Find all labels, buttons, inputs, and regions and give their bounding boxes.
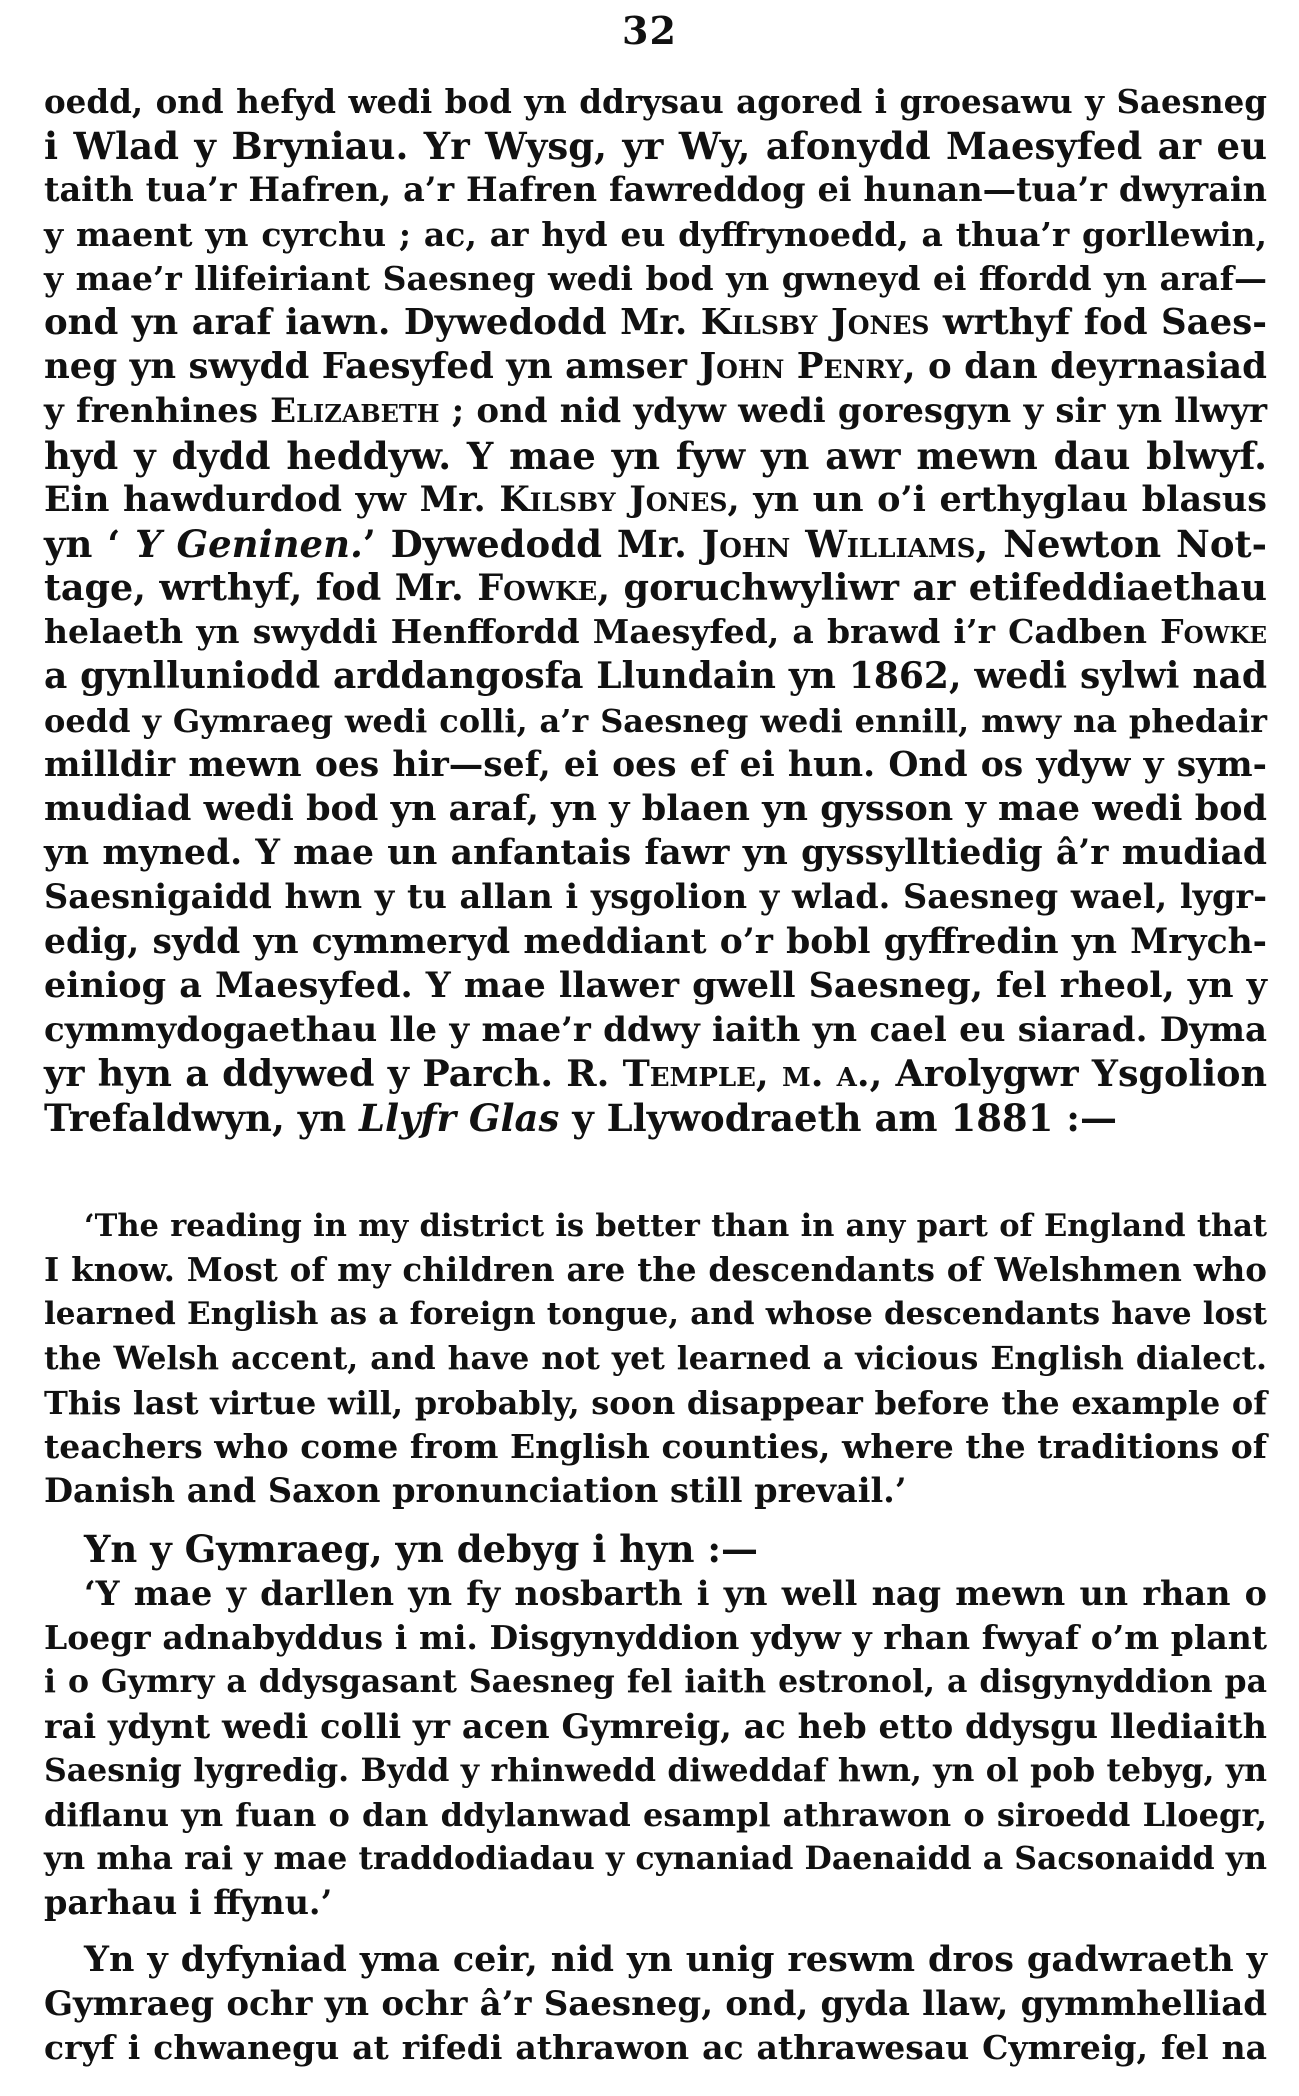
text-line: milldir mewn oes hir—sef, ei oes ef ei hun. Ond os ydyw y sym-	[44, 744, 1267, 785]
name-john-williams: John Williams	[701, 521, 976, 566]
text-line: Yn y Gymraeg, yn debyg i hyn :—	[84, 1527, 759, 1571]
text-line: i Wlad y Bryniau. Yr Wysg, yr Wy, afonydd Maesyfed ar eu	[44, 124, 1267, 169]
quote-line: rai ydynt wedi colli yr acen Gymreig, ac heb etto ddysgu llediaith	[44, 1706, 1267, 1746]
text-line: Yn y dyfyniad yma ceir, nid yn unig reswm dros gadwraeth y	[84, 1939, 1267, 1980]
quote-line: Saesnig lygredig. Bydd y rhinwedd diweddaf hwn, yn ol pob tebyg, yn	[44, 1751, 1267, 1789]
name-fowke: Fowke	[1160, 612, 1267, 652]
text-line: hyd y dydd heddyw. Y mae yn fyw yn awr mewn dau blwyf.	[44, 433, 1267, 478]
name-kilsby-jones: Kilsby Jones	[700, 301, 930, 343]
quotation-english	[44, 1204, 1267, 1513]
text-line: Trefaldwyn, yn Llyfr Glas y Llywodraeth am 1881 :—	[44, 1096, 1117, 1141]
quote-line: diflanu yn fuan o dan ddylanwad esampl athrawon o siroedd Lloegr,	[44, 1795, 1267, 1834]
quote-line: the Welsh accent, and have not yet learned a vicious English dialect.	[44, 1339, 1267, 1377]
quote-line: This last virtue will, probably, soon disappear before the example of	[44, 1383, 1267, 1422]
paragraph-main	[44, 80, 1267, 1141]
text-line: yn ‘ Y Geninen.’ Dywedodd Mr. John Williams, Newton Not-	[44, 521, 1267, 566]
text-line: helaeth yn swyddi Henffordd Maesyfed, a brawd i’r Cadben Fowke	[44, 612, 1267, 652]
quote-line: parhau i ffynu.’	[44, 1883, 333, 1923]
text-line: yn myned. Y mae un anfantais fawr yn gyssylltiedig â’r mudiad	[44, 833, 1267, 874]
page-number: 32	[622, 8, 677, 53]
quote-line: I know. Most of my children are the descendants of Welshmen who	[44, 1250, 1267, 1290]
title-llyfr-glas: Llyfr Glas	[359, 1096, 560, 1141]
quote-line: teachers who come from English counties, where the traditions of	[44, 1426, 1267, 1466]
text-line: cymmydogaethau lle y mae’r ddwy iaith yn cael eu siarad. Dyma	[44, 1009, 1267, 1050]
name-kilsby-jones: Kilsby Jones	[499, 478, 728, 520]
text-line: yr hyn a ddywed y Parch. R. Temple, m. a., Arolygwr Ysgolion	[44, 1052, 1267, 1096]
quote-line: yn mha rai y mae traddodiadau y cynaniad Daenaidd a Sacsonaidd yn	[44, 1840, 1267, 1878]
quote-line: learned English as a foreign tongue, and whose descendants have lost	[44, 1296, 1267, 1333]
text-line: neg yn swydd Faesyfed yn amser John Penry, o dan deyrnasiad	[44, 346, 1267, 388]
text-line: y maent yn cyrchu ; ac, ar hyd eu dyffrynoedd, a thua’r gorllewin,	[44, 214, 1267, 254]
quotation-welsh	[44, 1572, 1267, 1926]
text-line: y frenhines Elizabeth ; ond nid ydyw wedi goresgyn y sir yn llwyr	[44, 391, 1267, 432]
quote-line: ‘The reading in my district is better than in any part of England that	[84, 1208, 1267, 1244]
text-line: y mae’r llifeiriant Saesneg wedi bod yn gwneyd ei ffordd yn araf—	[44, 258, 1267, 298]
title-y-geninen: Y Geninen.	[135, 521, 363, 566]
text-line: Saesnigaidd hwn y tu allan i ysgolion y wlad. Saesneg wael, lygr-	[44, 877, 1267, 917]
paragraph-final	[44, 1938, 1267, 2071]
quote-line: Loegr adnabyddus i mi. Disgynyddion ydyw y rhan fwyaf o’m plant	[44, 1618, 1267, 1658]
text-line: mudiad wedi bod yn araf, yn y blaen yn gysson y mae wedi bod	[44, 788, 1267, 829]
text-line: Gymraeg ochr yn ochr â’r Saesneg, ond, gyda llaw, gymmhelliad	[44, 1984, 1267, 2025]
quote-line: Danish and Saxon pronunciation still prevail.’	[44, 1471, 907, 1511]
text-line: tage, wrthyf, fod Mr. Fowke, goruchwyliwr ar etifeddiaethau	[44, 566, 1267, 610]
name-elizabeth: Elizabeth	[270, 391, 440, 432]
quote-line: i o Gymry a ddysgasant Saesneg fel iaith estronol, a disgynyddion pa	[44, 1663, 1267, 1701]
text-line: taith tua’r Hafren, a’r Hafren fawreddog ei hunan—tua’r dwyrain	[44, 170, 1267, 210]
text-line: einiog a Maesyfed. Y mae llawer gwell Saesneg, fel rheol, yn y	[44, 964, 1267, 1006]
name-fowke: Fowke	[477, 566, 598, 610]
paragraph-intro-welsh	[44, 1527, 1267, 1571]
text-line: edig, sydd yn cymmeryd meddiant o’r bobl gyffredin yn Mrych-	[44, 921, 1267, 962]
name-temple: Temple, m. a.	[622, 1052, 870, 1096]
quote-line: ‘Y mae y darllen yn fy nosbarth i yn well nag mewn un rhan o	[84, 1574, 1267, 1613]
text-line: oedd, ond hefyd wedi bod yn ddrysau agored i groesawu y Saesneg	[44, 82, 1267, 121]
text-line: cryf i chwanegu at rifedi athrawon ac athrawesau Cymreig, fel na	[44, 2028, 1267, 2068]
text-line: Ein hawdurdod yw Mr. Kilsby Jones, yn un o’i erthyglau blasus	[44, 478, 1267, 520]
text-line: a gynlluniodd arddangosfa Llundain yn 1862, wedi sylwi nad	[44, 655, 1267, 698]
text-line: oedd y Gymraeg wedi colli, a’r Saesneg wedi ennill, mwy na phedair	[44, 701, 1267, 740]
text-line: ond yn araf iawn. Dywedodd Mr. Kilsby Jones wrthyf fod Saes-	[44, 301, 1267, 343]
name-john-penry: John Penry	[699, 346, 904, 388]
